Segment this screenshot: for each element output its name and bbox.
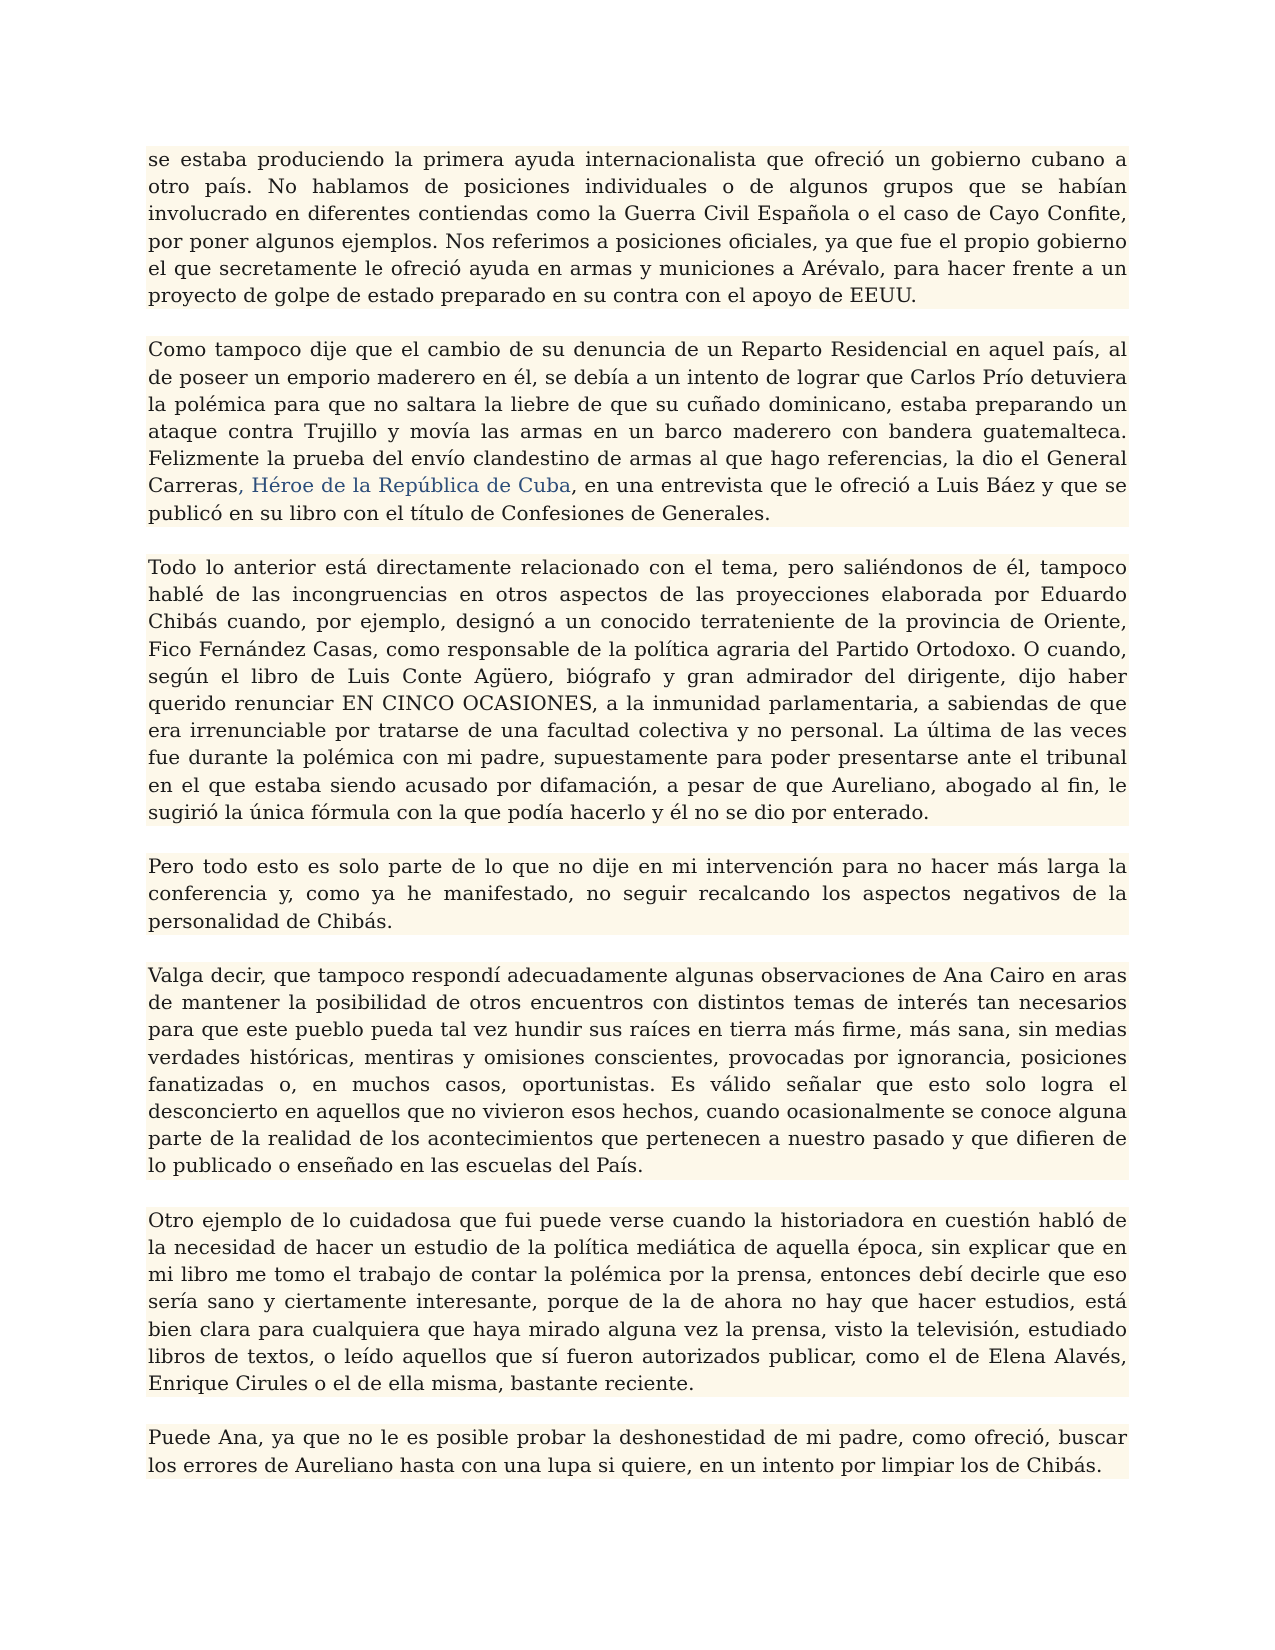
paragraph-4: Pero todo esto es solo parte de lo que no dije en mi intervención para no hacer más larga la conferencia y, como ya he manifestado, no seguir recalcando los aspectos negativos de la personalidad de Chibás. <box>146 853 1129 935</box>
paragraph-7: Puede Ana, ya que no le es posible probar la deshonestidad de mi padre, como ofreció, buscar los errores de Aureliano hasta con una lupa si quiere, en un intento por limpiar los de Chibás. <box>146 1424 1129 1478</box>
document-page <box>146 146 1129 1479</box>
paragraph-5: Valga decir, que tampoco respondí adecuadamente algunas observaciones de Ana Cairo en aras de mantener la posibilidad de otros encuentros con distintos temas de interés tan necesarios para que este pueblo pueda tal vez hundir sus raíces en tierra más firme, más sana, sin medias verdades históricas, mentiras y omisiones conscientes, provocadas por ignorancia, posiciones fanatizadas o, en muchos casos, oportunistas. Es válido señalar que esto solo logra el desconcierto en aquellos que no vivieron esos hechos, cuando ocasionalmente se conoce alguna parte de la realidad de los acontecimientos que pertenecen a nuestro pasado y que difieren de lo publicado o enseñado en las escuelas del País. <box>146 962 1129 1180</box>
paragraph-2-text-before: Como tampoco dije que el cambio de su denuncia de un Reparto Residencial en aquel país, al de poseer un emporio maderero en él, se debía a un intento de lograr que Carlos Prío detuviera la polémica para que no saltara la liebre de que su cuñado dominicano, estaba preparando un ataque contra Trujillo y movía las armas en un barco maderero con bandera guatemalteca. Felizmente la prueba del envío clandestino de armas al que hago referencias, la dio el General Carreras <box>148 337 1127 498</box>
paragraph-2 <box>146 336 1129 526</box>
paragraph-1: se estaba produciendo la primera ayuda internacionalista que ofreció un gobierno cubano a otro país. No hablamos de posiciones individuales o de algunos grupos que se habían involucrado en diferentes contiendas como la Guerra Civil Española o el caso de Cayo Confite, por poner algunos ejemplos. Nos referimos a posiciones oficiales, ya que fue el propio gobierno el que secretamente le ofreció ayuda en armas y municiones a Arévalo, para hacer frente a un proyecto de golpe de estado preparado en su contra con el apoyo de EEUU. <box>146 146 1129 309</box>
paragraph-2-text-after: , en una entrevista que le ofreció a Luis Báez y que se publicó en su libro con el título de Confesiones de Generales. <box>148 473 1127 525</box>
paragraph-3: Todo lo anterior está directamente relacionado con el tema, pero saliéndonos de él, tampoco hablé de las incongruencias en otros aspectos de las proyecciones elaborada por Eduardo Chibás cuando, por ejemplo, designó a un conocido terrateniente de la provincia de Oriente, Fico Fernández Casas, como responsable de la política agraria del Partido Ortodoxo. O cuando, según el libro de Luis Conte Agüero, biógrafo y gran admirador del dirigente, dijo haber querido renunciar EN CINCO OCASIONES, a la inmunidad parlamentaria, a sabiendas de que era irrenunciable por tratarse de una facultad colectiva y no personal. La última de las veces fue durante la polémica con mi padre, supuestamente para poder presentarse ante el tribunal en el que estaba siendo acusado por difamación, a pesar de que Aureliano, abogado al fin, le sugirió la única fórmula con la que podía hacerlo y él no se dio por enterado. <box>146 554 1129 826</box>
paragraph-6: Otro ejemplo de lo cuidadosa que fui puede verse cuando la historiadora en cuestión habló de la necesidad de hacer un estudio de la política mediática de aquella época, sin explicar que en mi libro me tomo el trabajo de contar la polémica por la prensa, entonces debí decirle que eso sería sano y ciertamente interesante, porque de la de ahora no hay que hacer estudios, está bien clara para cualquiera que haya mirado alguna vez la prensa, visto la televisión, estudiado libros de textos, o leído aquellos que sí fueron autorizados publicar, como el de Elena Alavés, Enrique Cirules o el de ella misma, bastante reciente. <box>146 1207 1129 1397</box>
heroe-link[interactable]: , Héroe de la República de Cuba <box>237 473 571 498</box>
